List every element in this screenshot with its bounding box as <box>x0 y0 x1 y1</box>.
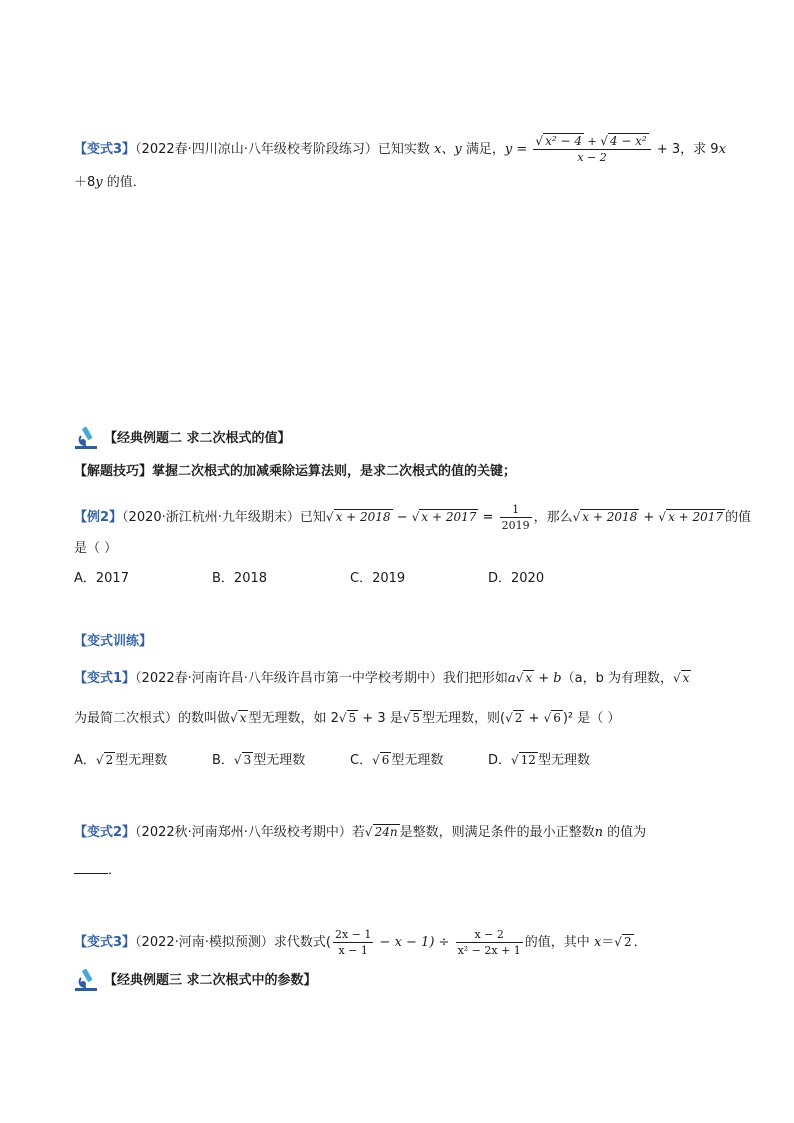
var1-sx2: x <box>239 711 247 725</box>
var3-bottom-text3: ＝ <box>601 935 615 950</box>
var1-line2-d: 型无理数，则( <box>422 711 506 726</box>
var3-bottom-tag: 【变式3】 <box>74 935 136 950</box>
var3-bottom-x: x <box>593 935 602 950</box>
var3-bottom-f2-den: x² − 2x + 1 <box>457 944 521 957</box>
var2-answer-blank <box>74 873 108 874</box>
microscope-icon <box>72 966 100 992</box>
ex2-text1: 已知 <box>299 510 326 525</box>
var2-rad: 24n <box>374 825 398 839</box>
ex2-line2: 是（ ） <box>74 541 118 556</box>
var1-choice-d-tail: 型无理数 <box>537 753 590 768</box>
ex2-choice-a: A．2017 <box>74 571 129 586</box>
var2-text3: 的值为 <box>602 825 647 840</box>
var1-plus2: + <box>524 711 544 726</box>
microscope-icon <box>72 424 100 450</box>
var3-bottom-text2: 的值，其中 <box>524 935 594 950</box>
ex2-text2: ，那么 <box>533 510 573 525</box>
var3-bottom-frac1 <box>333 927 373 958</box>
var3-top-line2-tail: 的值． <box>102 175 146 190</box>
ex2-choice-c: C．2019 <box>350 571 406 586</box>
var3-top-num-b: 4 − x² <box>609 134 647 148</box>
var1-form-plus: + <box>534 671 554 686</box>
ex2-text3: 的值 <box>725 510 752 525</box>
ex2-r4: x + 2017 <box>668 510 724 524</box>
var3-bottom-f1-num: 2x − 1 <box>334 928 372 941</box>
var3-top-num-plus: + <box>583 135 601 148</box>
ex2-line1: 【例2】（2020·浙江杭州·九年级期末）已知√ x + 2018 − √ x + 2017 = $\frac{1}{2019}$ ，那么√ x + 2018 + √ x + 2017 的值 <box>74 503 752 532</box>
var1-choice-a: A．√ 2 型无理数 <box>74 753 168 768</box>
var1-choice-b-letter: B． <box>212 753 234 768</box>
var2-end: ． <box>108 863 122 878</box>
var3-top-line2-text: ＋8 <box>74 175 96 190</box>
var3-bottom-f1-den: x − 1 <box>338 944 368 957</box>
var1-tag: 【变式1】 <box>74 671 136 686</box>
var1-r2a: 2 <box>514 711 523 725</box>
var1-choice-b-tail: 型无理数 <box>253 753 306 768</box>
var3-top-text2: 满足， <box>461 142 505 157</box>
var1-choice-b-rad: 3 <box>243 753 252 767</box>
var1-line2-b: 型无理数，如 2 <box>248 711 339 726</box>
ex2-plus: + <box>639 510 659 525</box>
var1-form-b: b <box>553 671 562 686</box>
ex2-frac-den: 2019 <box>501 519 530 532</box>
var3-top-tail: + 3，求 9 <box>652 142 719 157</box>
var1-form-a: a <box>507 671 516 686</box>
var3-top-den: x − 2 <box>577 151 607 164</box>
ex2-r1: x + 2018 <box>335 510 391 524</box>
var3-top-source: （2022春·四川凉山·八年级校考阶段练习） <box>135 142 378 157</box>
section2-title: 【经典例题二 求二次根式的值】 <box>104 431 291 446</box>
var3-top-text1: 已知实数 <box>377 142 435 157</box>
var2-text1: 若 <box>351 825 365 840</box>
var3-bottom-end: ． <box>633 935 647 950</box>
var1-r5: 5 <box>348 711 357 725</box>
var1-choice-a-letter: A． <box>74 753 96 768</box>
var1-choice-c-letter: C． <box>350 753 373 768</box>
var3-top-num-a: x² − 4 <box>545 134 582 148</box>
var1-line2: 为最简二次根式）的数叫做√ x 型无理数，如 2√ 5 + 3 是√ 5 型无理数，则(√ 2 + √ 6 )² 是（ ） <box>74 711 621 726</box>
section2-tip-label: 【解题技巧】 <box>74 464 153 479</box>
var1-choice-a-tail: 型无理数 <box>115 753 168 768</box>
var3-bottom-mid: − x − 1) ÷ <box>375 935 454 950</box>
var3-top-vars: x、y <box>434 142 462 157</box>
var1-line2-e: )² 是（ ） <box>562 711 621 726</box>
var3-top-eq: = <box>512 142 532 157</box>
var3-bottom-source: （2022·河南·模拟预测） <box>135 935 274 950</box>
var1-choice-b: B．√ 3 型无理数 <box>212 753 306 768</box>
training-title: 【变式训练】 <box>74 634 153 649</box>
var1-source: （2022春·河南许昌·八年级许昌市第一中学校考期中） <box>135 671 443 686</box>
var1-form-x: x <box>525 671 533 685</box>
var1-sx: x <box>682 671 690 685</box>
var1-choice-c-rad: 6 <box>381 753 390 767</box>
var1-line1: 【变式1】（2022春·河南许昌·八年级许昌市第一中学校考期中）我们把形如a√ x + b（a，b 为有理数，√ x <box>74 671 690 686</box>
var3-bottom-line: 【变式3】（2022·河南·模拟预测）求代数式( $\frac{2x - 1}{x - 1}$ − x − 1) ÷ $\frac{x - 2}{\text{x² − 2x + 1}}$ 的值，其中 x＝√ 2 ． <box>74 928 647 957</box>
var2-n: n <box>594 825 603 840</box>
var3-bottom-f2-num: x − 2 <box>456 927 523 943</box>
ex2-r2: x + 2017 <box>421 510 477 524</box>
var1-text1: 我们把形如 <box>442 671 508 686</box>
var3-top-fraction: $\frac{\text{√ x² − 4 + √ 4 − x²}}{x - 2}$ <box>533 134 650 165</box>
var3-top-line2-y: y <box>95 175 103 190</box>
var1-line2-a: 为最简二次根式）的数叫做 <box>74 711 231 726</box>
var2-text2: 是整数，则满足条件的最小正整数 <box>399 825 595 840</box>
var1-r5b: 5 <box>412 711 421 725</box>
var3-top-tag: 【变式3】 <box>74 142 136 157</box>
section2-tip <box>74 463 516 481</box>
var3-top-line1 <box>74 134 726 165</box>
var1-text2: （a，b 为有理数， <box>561 671 673 686</box>
var3-top-x: x <box>718 142 726 157</box>
var1-choice-d: D．√ 12 型无理数 <box>488 753 590 768</box>
ex2-eq: = <box>478 510 498 525</box>
ex2-tag: 【例2】 <box>74 510 123 525</box>
ex2-source: （2020·浙江杭州·九年级期末） <box>122 510 300 525</box>
var2-line2 <box>74 862 121 880</box>
ex2-choice-d: D．2020 <box>488 571 545 586</box>
var3-bottom-text1: 求代数式( <box>273 935 331 950</box>
var2-source: （2022秋·河南郑州·八年级校考期中） <box>135 825 352 840</box>
ex2-minus: − <box>392 510 412 525</box>
var3-top-line2 <box>74 174 146 192</box>
var1-choice-c-tail: 型无理数 <box>391 753 444 768</box>
var2-tag: 【变式2】 <box>74 825 136 840</box>
ex2-r3: x + 2018 <box>582 510 638 524</box>
ex2-frac-num: 1 <box>500 502 532 518</box>
ex2-choice-b: B．2018 <box>212 571 268 586</box>
section2-tip-text: 掌握二次根式的加减乘除运算法则，是求二次根式的值的关键； <box>152 464 517 479</box>
ex2-fraction <box>500 502 532 533</box>
var1-choice-a-rad: 2 <box>105 753 114 767</box>
var1-choice-c: C．√ 6 型无理数 <box>350 753 444 768</box>
var3-bottom-frac2 <box>456 927 523 958</box>
var1-choice-d-rad: 12 <box>520 753 536 767</box>
var3-top-y: y <box>504 142 513 157</box>
var3-bottom-rad: 2 <box>623 935 632 949</box>
var1-r6: 6 <box>553 711 561 725</box>
var2-line1: 【变式2】（2022秋·河南郑州·八年级校考期中）若√ 24n 是整数，则满足条件的最小正整数n 的值为 <box>74 825 647 840</box>
section3-title: 【经典例题三 求二次根式中的参数】 <box>104 973 317 988</box>
var1-choice-d-letter: D． <box>488 753 512 768</box>
var1-line2-c: + 3 是 <box>358 711 403 726</box>
